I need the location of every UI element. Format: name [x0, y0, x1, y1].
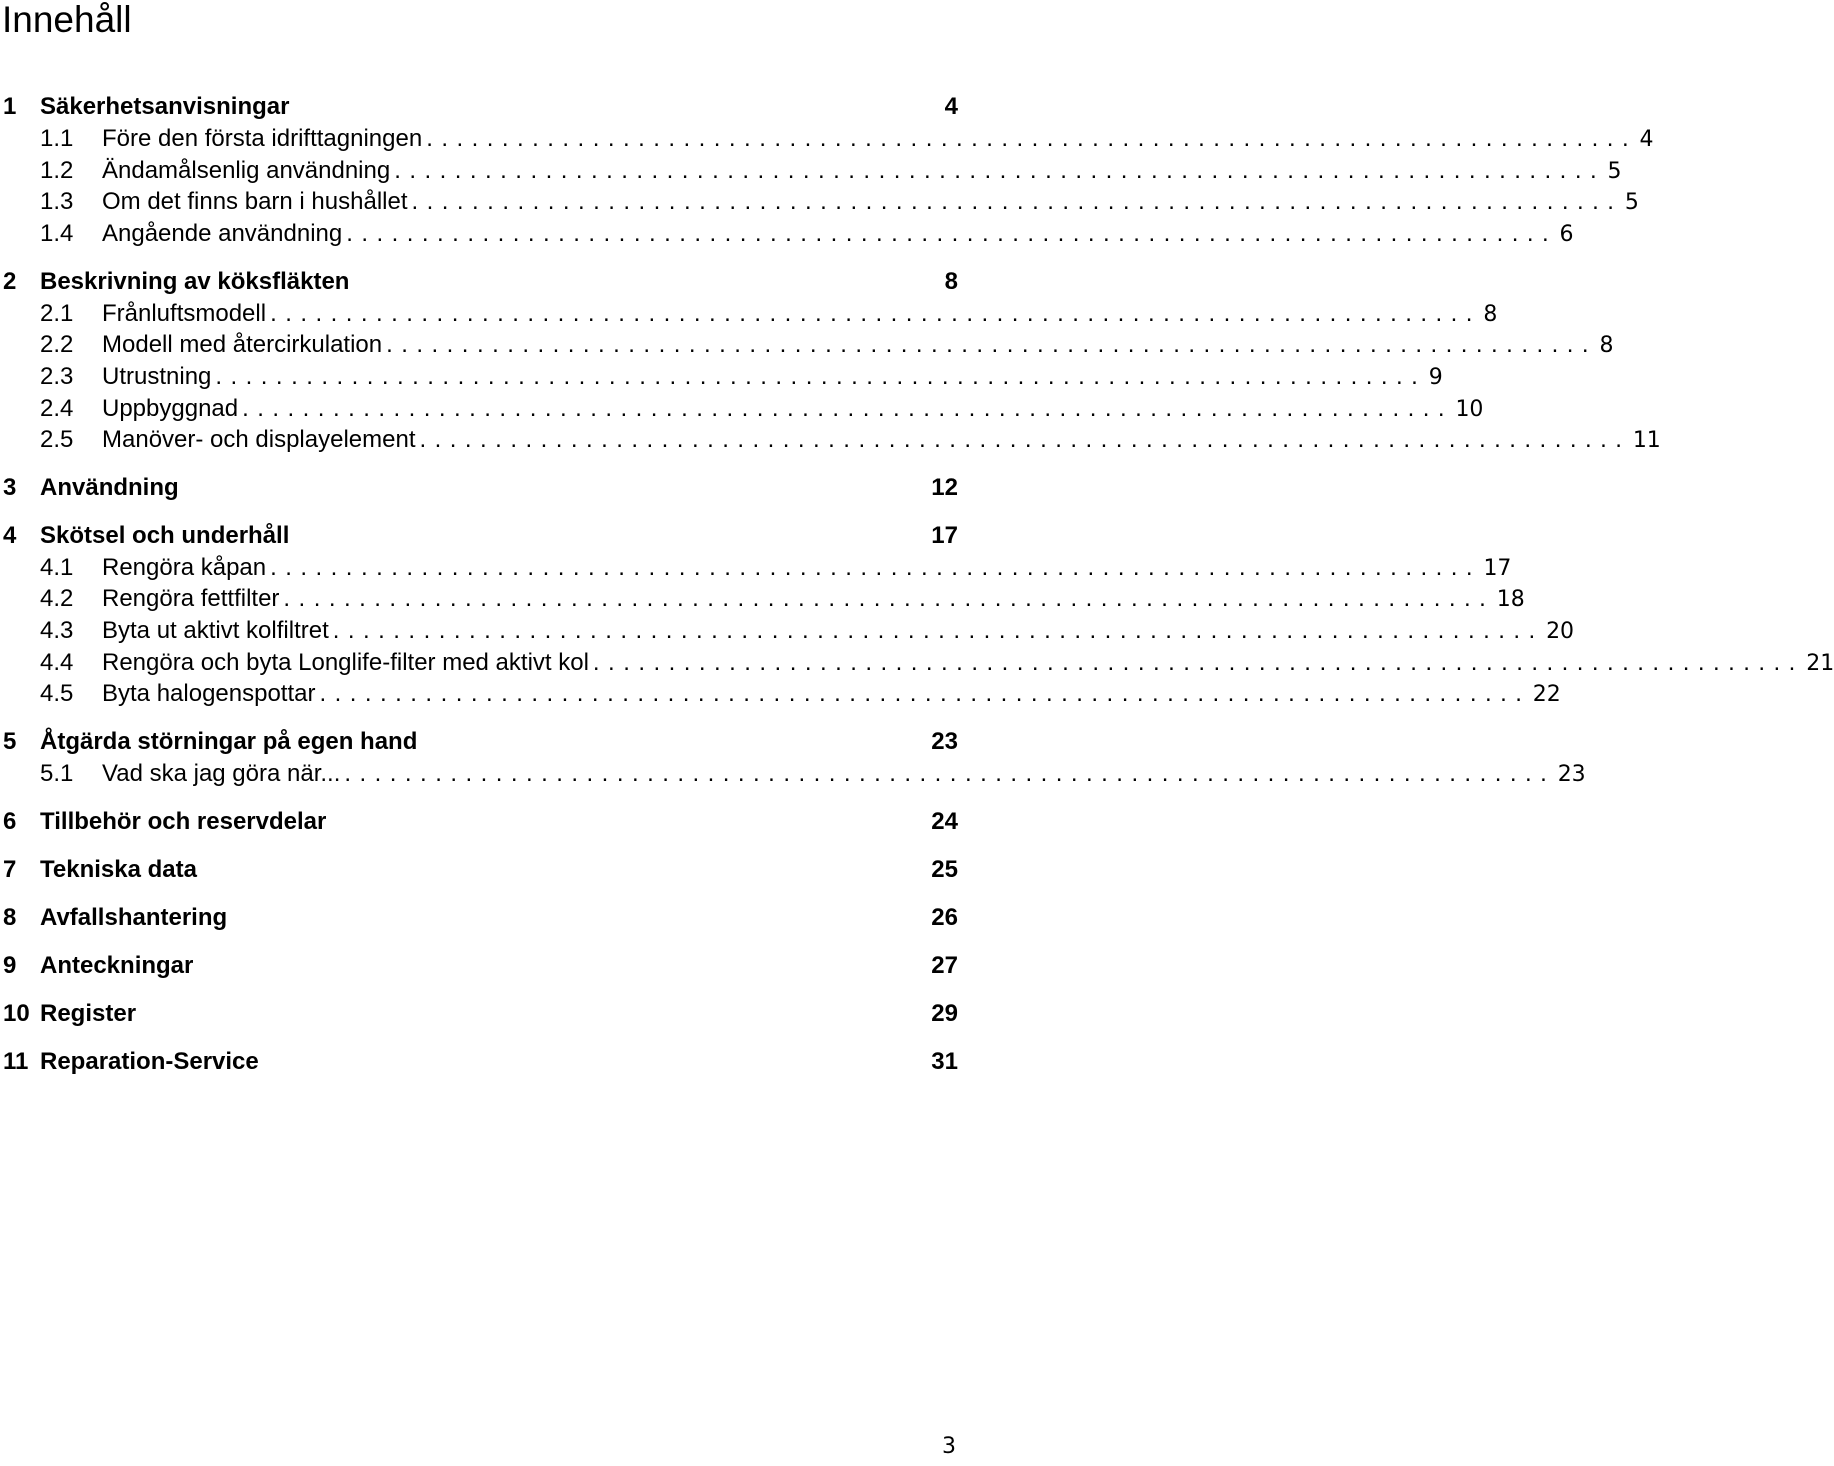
dot-leader: . . . . . . . . . . . . . . . . . . . . . . . . . . . . . . . . . . . . . . . . . . . . . . . . . . . . . . . . . . . . . . . . . . . . . . . . . . . . . . . . [386, 331, 1590, 358]
toc-leader-line [102, 330, 1614, 361]
toc-number: 4.1 [40, 554, 74, 581]
toc-label: Angående användning [102, 220, 343, 247]
toc-number: 1.4 [40, 220, 74, 247]
toc-chapter[interactable] [0, 951, 958, 981]
toc-label: Om det finns barn i hushållet [102, 188, 408, 215]
toc-section[interactable] [0, 299, 1498, 329]
toc-page: 29 [931, 1000, 958, 1027]
toc-number: 4.5 [40, 680, 74, 707]
toc-number: 3 [3, 474, 17, 501]
toc-label: Användning [40, 474, 179, 501]
toc-number: 5 [3, 728, 17, 755]
toc-page: 4 [944, 93, 958, 120]
toc-number: 6 [3, 808, 17, 835]
dot-leader: . . . . . . . . . . . . . . . . . . . . . . . . . . . . . . . . . . . . . . . . . . . . . . . . . . . . . . . . . . . . . . . . . . . . . . . . . . . . . . . . [394, 157, 1598, 184]
toc-number: 5.1 [40, 760, 74, 787]
toc-chapter[interactable] [0, 92, 958, 122]
toc-page: 8 [1483, 302, 1498, 327]
toc-label: Ändamålsenlig användning [102, 157, 391, 184]
toc-leader-line [102, 156, 1622, 187]
toc-chapter[interactable] [0, 807, 958, 837]
toc-number: 2.2 [40, 331, 74, 358]
toc-chapter[interactable] [0, 473, 958, 503]
toc-leader-line [102, 759, 1586, 790]
toc-label: Vad ska jag göra när... [102, 760, 341, 787]
toc-leader-line [102, 584, 1525, 615]
toc-label: Åtgärda störningar på egen hand [40, 728, 418, 755]
toc-page: 8 [1599, 333, 1614, 358]
toc-leader-line [102, 124, 1654, 155]
toc-number: 2.3 [40, 363, 74, 390]
toc-number: 10 [3, 1000, 30, 1027]
toc-leader-line [102, 394, 1484, 425]
toc-page: 20 [1546, 619, 1575, 644]
toc-leader-line [102, 616, 1575, 647]
toc-number: 1.1 [40, 125, 74, 152]
toc-page: 18 [1496, 587, 1525, 612]
toc-page: 24 [931, 808, 958, 835]
toc-number: 11 [3, 1048, 29, 1075]
toc-page: 12 [931, 474, 958, 501]
toc-page: 9 [1428, 365, 1443, 390]
toc-label: Säkerhetsanvisningar [40, 93, 290, 120]
toc-number: 2.1 [40, 300, 74, 327]
toc-page: 10 [1455, 397, 1484, 422]
toc-section[interactable] [0, 553, 1512, 583]
dot-leader: . . . . . . . . . . . . . . . . . . . . . . . . . . . . . . . . . . . . . . . . . . . . . . . . . . . . . . . . . . . . . . . . . . . . . . . . . . . . . . . . [419, 426, 1623, 453]
toc-page: 26 [931, 904, 958, 931]
toc-chapter[interactable] [0, 267, 958, 297]
dot-leader: . . . . . . . . . . . . . . . . . . . . . . . . . . . . . . . . . . . . . . . . . . . . . . . . . . . . . . . . . . . . . . . . . . . . . . . . . . . . . . . . [592, 649, 1797, 676]
toc-chapter[interactable] [0, 521, 958, 551]
dot-leader: . . . . . . . . . . . . . . . . . . . . . . . . . . . . . . . . . . . . . . . . . . . . . . . . . . . . . . . . . . . . . . . . . . . . . . . . . . . . . . . . [411, 188, 1615, 215]
toc-page: 31 [931, 1048, 958, 1075]
toc-page: 4 [1639, 127, 1654, 152]
toc-section[interactable] [0, 124, 1654, 154]
toc-chapter[interactable] [0, 727, 958, 757]
toc-section[interactable] [0, 584, 1525, 614]
toc-section[interactable] [0, 679, 1561, 709]
toc-label: Frånluftsmodell [102, 300, 267, 327]
toc-section[interactable] [0, 219, 1574, 249]
toc-number: 4.3 [40, 617, 74, 644]
toc-chapter[interactable] [0, 903, 958, 933]
toc-page: 22 [1532, 682, 1561, 707]
toc-leader-line [102, 553, 1512, 584]
toc-section[interactable] [0, 616, 1575, 646]
toc-label: Före den första idrifttagningen [102, 125, 423, 152]
toc-label: Byta halogenspottar [102, 680, 316, 707]
dot-leader: . . . . . . . . . . . . . . . . . . . . . . . . . . . . . . . . . . . . . . . . . . . . . . . . . . . . . . . . . . . . . . . . . . . . . . . . . . . . . . . . [344, 760, 1548, 787]
toc-label: Tekniska data [40, 856, 197, 883]
toc-section[interactable] [0, 425, 1661, 455]
toc-number: 2.5 [40, 426, 74, 453]
toc-label: Byta ut aktivt kolfiltret [102, 617, 329, 644]
toc-label: Rengöra och byta Longlife-filter med aktivt kol [102, 649, 589, 676]
toc-leader-line [102, 362, 1443, 393]
toc-label: Skötsel och underhåll [40, 522, 290, 549]
dot-leader: . . . . . . . . . . . . . . . . . . . . . . . . . . . . . . . . . . . . . . . . . . . . . . . . . . . . . . . . . . . . . . . . . . . . . . . . . . . . . . . . [270, 300, 1474, 327]
dot-leader: . . . . . . . . . . . . . . . . . . . . . . . . . . . . . . . . . . . . . . . . . . . . . . . . . . . . . . . . . . . . . . . . . . . . . . . . . . . . . . . . [332, 617, 1537, 644]
toc-section[interactable] [0, 394, 1484, 424]
dot-leader: . . . . . . . . . . . . . . . . . . . . . . . . . . . . . . . . . . . . . . . . . . . . . . . . . . . . . . . . . . . . . . . . . . . . . . . . . . . . . . . . [215, 363, 1419, 390]
toc-section[interactable] [0, 330, 1614, 360]
toc-number: 2.4 [40, 395, 74, 422]
dot-leader: . . . . . . . . . . . . . . . . . . . . . . . . . . . . . . . . . . . . . . . . . . . . . . . . . . . . . . . . . . . . . . . . . . . . . . . . . . . . . . . . [270, 554, 1474, 581]
toc-leader-line [102, 679, 1561, 710]
toc-page: 11 [1632, 428, 1661, 453]
toc-label: Avfallshantering [40, 904, 228, 931]
toc-page: 23 [931, 728, 958, 755]
page-number: 3 [942, 1434, 956, 1459]
toc-number: 1 [3, 93, 17, 120]
toc-label: Rengöra kåpan [102, 554, 267, 581]
toc-number: 4 [3, 522, 17, 549]
toc-label: Uppbyggnad [102, 395, 239, 422]
toc-number: 1.3 [40, 188, 74, 215]
toc-label: Rengöra fettfilter [102, 585, 280, 612]
toc-leader-line [102, 187, 1639, 218]
toc-label: Anteckningar [40, 952, 194, 979]
toc-number: 4.2 [40, 585, 74, 612]
toc-page: 6 [1559, 222, 1574, 247]
toc-label: Beskrivning av köksfläkten [40, 268, 350, 295]
toc-section[interactable] [0, 759, 1586, 789]
toc-label: Tillbehör och reservdelar [40, 808, 327, 835]
toc-label: Reparation-Service [40, 1048, 259, 1075]
toc-page: 23 [1557, 762, 1586, 787]
toc-number: 9 [3, 952, 17, 979]
toc-section[interactable] [0, 362, 1443, 392]
toc-section[interactable] [0, 648, 1834, 678]
toc-chapter[interactable] [0, 855, 958, 885]
toc-section[interactable] [0, 156, 1622, 186]
toc-chapter[interactable] [0, 1047, 958, 1077]
toc-page: 25 [931, 856, 958, 883]
toc-leader-line [102, 219, 1574, 250]
toc-number: 4.4 [40, 649, 74, 676]
toc-number: 7 [3, 856, 17, 883]
toc-number: 8 [3, 904, 17, 931]
toc-page: 5 [1624, 190, 1639, 215]
dot-leader: . . . . . . . . . . . . . . . . . . . . . . . . . . . . . . . . . . . . . . . . . . . . . . . . . . . . . . . . . . . . . . . . . . . . . . . . . . . . . . . . [346, 220, 1550, 247]
page-title: Innehåll [2, 0, 132, 40]
toc-leader-line [102, 299, 1498, 330]
toc-page: 17 [1483, 556, 1512, 581]
toc-leader-line [102, 425, 1661, 456]
toc-leader-line [102, 648, 1834, 679]
toc-chapter[interactable] [0, 999, 958, 1029]
toc-label: Modell med återcirkulation [102, 331, 383, 358]
toc-page: 21 [1806, 651, 1834, 676]
dot-leader: . . . . . . . . . . . . . . . . . . . . . . . . . . . . . . . . . . . . . . . . . . . . . . . . . . . . . . . . . . . . . . . . . . . . . . . . . . . . . . . . [283, 585, 1487, 612]
toc-section[interactable] [0, 187, 1639, 217]
dot-leader: . . . . . . . . . . . . . . . . . . . . . . . . . . . . . . . . . . . . . . . . . . . . . . . . . . . . . . . . . . . . . . . . . . . . . . . . . . . . . . . . [242, 395, 1446, 422]
toc-label: Manöver- och displayelement [102, 426, 416, 453]
dot-leader: . . . . . . . . . . . . . . . . . . . . . . . . . . . . . . . . . . . . . . . . . . . . . . . . . . . . . . . . . . . . . . . . . . . . . . . . . . . . . . . . [319, 680, 1523, 707]
dot-leader: . . . . . . . . . . . . . . . . . . . . . . . . . . . . . . . . . . . . . . . . . . . . . . . . . . . . . . . . . . . . . . . . . . . . . . . . . . . . . . . . [426, 125, 1630, 152]
toc-page: 17 [931, 522, 958, 549]
toc-label: Utrustning [102, 363, 212, 390]
toc-page: 5 [1607, 159, 1622, 184]
toc-label: Register [40, 1000, 137, 1027]
toc-page: 27 [931, 952, 958, 979]
toc-number: 2 [3, 268, 17, 295]
toc-page: 8 [944, 268, 958, 295]
toc-number: 1.2 [40, 157, 74, 184]
